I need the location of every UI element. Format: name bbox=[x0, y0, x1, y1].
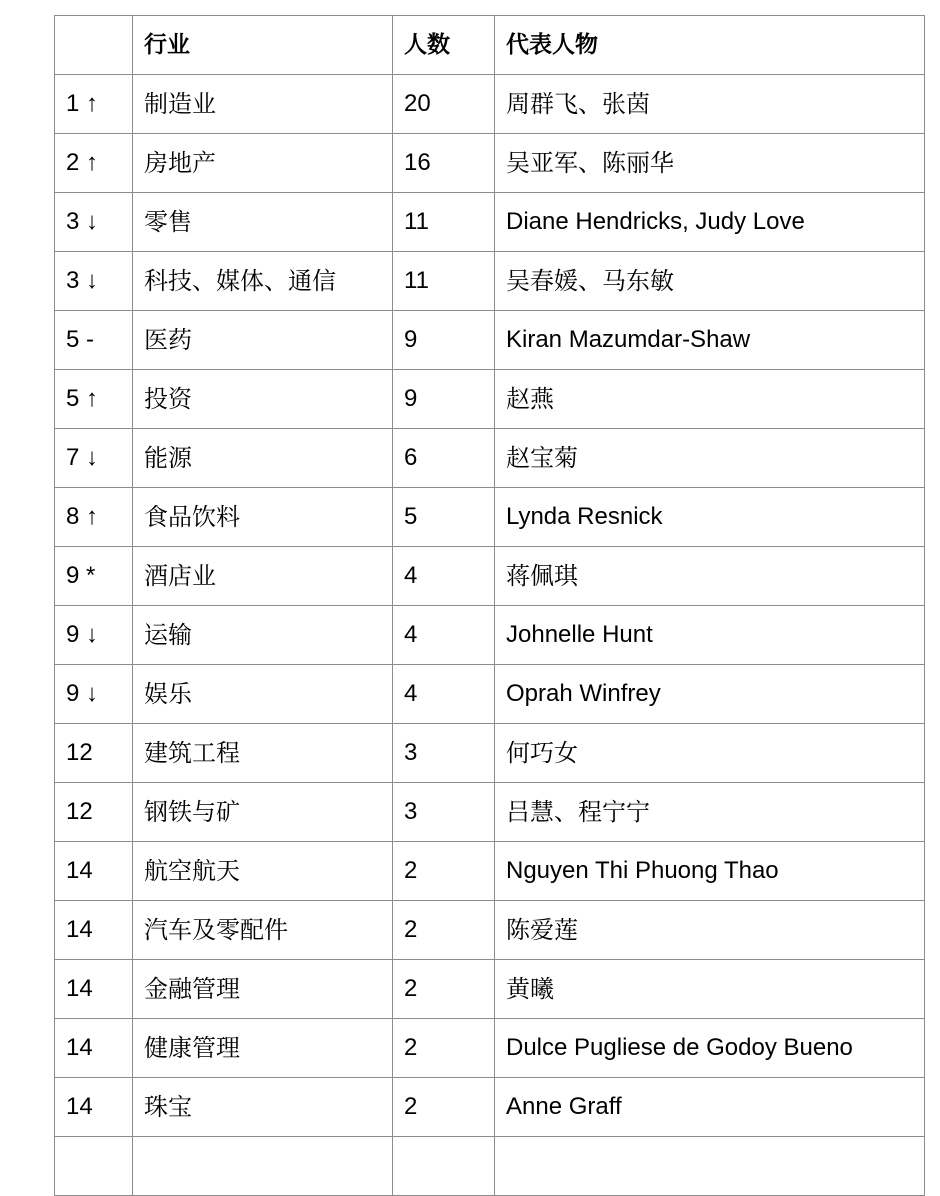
count-cell: 5 bbox=[393, 488, 495, 547]
industry-cell: 珠宝 bbox=[133, 1078, 393, 1137]
industry-cell: 零售 bbox=[133, 193, 393, 252]
table-row bbox=[55, 429, 925, 488]
count-cell: 16 bbox=[393, 134, 495, 193]
rank-cell: 9 ↓ bbox=[55, 606, 133, 665]
people-cell: Johnelle Hunt bbox=[495, 606, 925, 665]
industry-cell: 投资 bbox=[133, 370, 393, 429]
industry-cell: 酒店业 bbox=[133, 547, 393, 606]
industry-cell: 娱乐 bbox=[133, 665, 393, 724]
header-rank bbox=[55, 16, 133, 75]
rank-cell: 1 ↑ bbox=[55, 75, 133, 134]
industry-cell: 制造业 bbox=[133, 75, 393, 134]
count-cell: 11 bbox=[393, 193, 495, 252]
rank-cell: 12 bbox=[55, 724, 133, 783]
people-cell: 赵燕 bbox=[495, 370, 925, 429]
industry-cell: 能源 bbox=[133, 429, 393, 488]
table-row bbox=[55, 1078, 925, 1137]
count-cell: 4 bbox=[393, 606, 495, 665]
people-cell: Nguyen Thi Phuong Thao bbox=[495, 842, 925, 901]
table-row bbox=[55, 960, 925, 1019]
rank-cell: 3 ↓ bbox=[55, 252, 133, 311]
table-row bbox=[55, 311, 925, 370]
industry-cell: 运输 bbox=[133, 606, 393, 665]
rank-cell: 8 ↑ bbox=[55, 488, 133, 547]
people-cell: Kiran Mazumdar-Shaw bbox=[495, 311, 925, 370]
people-cell: 吴亚军、陈丽华 bbox=[495, 134, 925, 193]
table-row bbox=[55, 193, 925, 252]
table-row bbox=[55, 370, 925, 429]
count-cell: 11 bbox=[393, 252, 495, 311]
rank-cell: 5 ↑ bbox=[55, 370, 133, 429]
count-cell: 2 bbox=[393, 842, 495, 901]
rank-cell: 5 - bbox=[55, 311, 133, 370]
table-row bbox=[55, 75, 925, 134]
rank-cell: 9 * bbox=[55, 547, 133, 606]
rank-cell: 14 bbox=[55, 901, 133, 960]
table-row bbox=[55, 901, 925, 960]
rank-cell: 3 ↓ bbox=[55, 193, 133, 252]
industry-cell: 科技、媒体、通信 bbox=[133, 252, 393, 311]
rank-cell: 14 bbox=[55, 960, 133, 1019]
industry-cell: 金融管理 bbox=[133, 960, 393, 1019]
rank-cell: 14 bbox=[55, 1078, 133, 1137]
table-row bbox=[55, 1019, 925, 1078]
count-cell: 2 bbox=[393, 960, 495, 1019]
table-row bbox=[55, 842, 925, 901]
table-row bbox=[55, 606, 925, 665]
people-cell: 吕慧、程宁宁 bbox=[495, 783, 925, 842]
industry-cell: 建筑工程 bbox=[133, 724, 393, 783]
industry-cell: 钢铁与矿 bbox=[133, 783, 393, 842]
header-count: 人数 bbox=[393, 16, 495, 75]
count-cell: 4 bbox=[393, 665, 495, 724]
rank-cell: 9 ↓ bbox=[55, 665, 133, 724]
count-cell: 2 bbox=[393, 901, 495, 960]
people-cell: 黄曦 bbox=[495, 960, 925, 1019]
people-cell: Diane Hendricks, Judy Love bbox=[495, 193, 925, 252]
rank-cell: 12 bbox=[55, 783, 133, 842]
people-cell: 赵宝菊 bbox=[495, 429, 925, 488]
count-cell: 3 bbox=[393, 783, 495, 842]
table-row bbox=[55, 134, 925, 193]
industry-cell: 航空航天 bbox=[133, 842, 393, 901]
people-cell bbox=[495, 1137, 925, 1196]
count-cell: 2 bbox=[393, 1078, 495, 1137]
industry-cell bbox=[133, 1137, 393, 1196]
table-header-row bbox=[55, 16, 925, 75]
industry-table-container bbox=[54, 15, 925, 1196]
people-cell: 何巧女 bbox=[495, 724, 925, 783]
count-cell: 3 bbox=[393, 724, 495, 783]
table-row bbox=[55, 665, 925, 724]
industry-cell: 汽车及零配件 bbox=[133, 901, 393, 960]
people-cell: Anne Graff bbox=[495, 1078, 925, 1137]
table-row bbox=[55, 783, 925, 842]
people-cell: 陈爱莲 bbox=[495, 901, 925, 960]
header-people: 代表人物 bbox=[495, 16, 925, 75]
people-cell: Oprah Winfrey bbox=[495, 665, 925, 724]
count-cell: 9 bbox=[393, 370, 495, 429]
industry-cell: 健康管理 bbox=[133, 1019, 393, 1078]
rank-cell: 14 bbox=[55, 1019, 133, 1078]
table-row bbox=[55, 547, 925, 606]
industry-table bbox=[54, 15, 925, 1196]
header-industry: 行业 bbox=[133, 16, 393, 75]
people-cell: Dulce Pugliese de Godoy Bueno bbox=[495, 1019, 925, 1078]
people-cell: 蒋佩琪 bbox=[495, 547, 925, 606]
table-row bbox=[55, 488, 925, 547]
rank-cell: 7 ↓ bbox=[55, 429, 133, 488]
rank-cell: 2 ↑ bbox=[55, 134, 133, 193]
industry-cell: 食品饮料 bbox=[133, 488, 393, 547]
count-cell: 9 bbox=[393, 311, 495, 370]
people-cell: 吴春媛、马东敏 bbox=[495, 252, 925, 311]
count-cell: 2 bbox=[393, 1019, 495, 1078]
table-body bbox=[55, 75, 925, 1196]
industry-cell: 房地产 bbox=[133, 134, 393, 193]
rank-cell: 14 bbox=[55, 842, 133, 901]
table-row bbox=[55, 1137, 925, 1196]
table-row bbox=[55, 252, 925, 311]
count-cell: 6 bbox=[393, 429, 495, 488]
people-cell: 周群飞、张茵 bbox=[495, 75, 925, 134]
rank-cell bbox=[55, 1137, 133, 1196]
count-cell: 4 bbox=[393, 547, 495, 606]
table-row bbox=[55, 724, 925, 783]
industry-cell: 医药 bbox=[133, 311, 393, 370]
count-cell: 20 bbox=[393, 75, 495, 134]
count-cell bbox=[393, 1137, 495, 1196]
people-cell: Lynda Resnick bbox=[495, 488, 925, 547]
